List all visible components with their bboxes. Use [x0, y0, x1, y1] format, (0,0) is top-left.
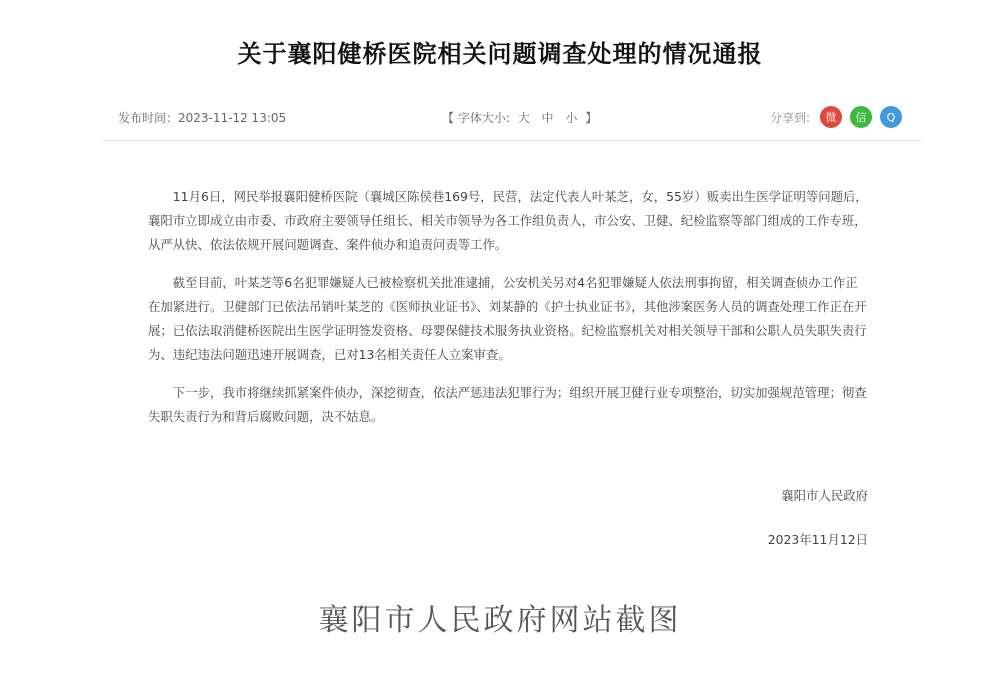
paragraph: 下一步，我市将继续抓紧案件侦办，深挖彻查，依法严惩违法犯罪行为；组织开展卫健行业专项整治，切实加强规范管理；彻查失职失责行为和背后腐败问题，决不姑息。 — [148, 385, 867, 424]
sign-date: 2023年11月12日 — [767, 532, 868, 547]
article-body — [148, 185, 868, 443]
paragraph: 截至目前，叶某芝等6名犯罪嫌疑人已被检察机关批准逮捕，公安机关另对4名犯罪嫌疑人依法刑事拘留，相关调查侦办工作正在加紧进行。卫健部门已依法吊销叶某芝的《医师执业证书》、刘某静的《护士执业证书》，其他涉案医务人员的调查处理工作正在开展；已依法取消健桥医院出生医学证明签发资格、母婴保健技术服务执业资格。纪检监察机关对相关领导干部和公职人员失职失责行为、违纪违法问题迅速开展调查，已对13名相关责任人立案审查。 — [148, 275, 867, 362]
font-size-medium[interactable]: 中 — [541, 111, 554, 125]
font-size-large[interactable]: 大 — [517, 111, 530, 125]
font-size-small[interactable]: 小 — [565, 111, 578, 125]
paragraph: 11月6日，网民举报襄阳健桥医院（襄城区陈侯巷169号，民营，法定代表人叶某芝，女，55岁）贩卖出生医学证明等问题后，襄阳市立即成立由市委、市政府主要领导任组长、相关市领导为各工作组负责人，市公安、卫健、纪检监察等部门组成的工作专班，从严从快、依法依规开展问题调查、案件侦办和追责问责等工作。 — [148, 189, 868, 252]
image-caption: 襄阳市人民政府网站截图 — [318, 603, 682, 638]
weibo-icon[interactable]: 微 — [820, 106, 842, 128]
share-label: 分享到: — [769, 110, 810, 125]
font-size-prefix: 【 字体大小: — [442, 111, 510, 125]
signature: 襄阳市人民政府 — [781, 488, 868, 503]
wechat-icon[interactable]: 信 — [850, 106, 872, 128]
font-size-suffix: 】 — [585, 111, 598, 125]
font-size-control — [442, 109, 597, 126]
publish-time: 发布时间：2023-11-12 13:05 — [118, 111, 287, 125]
qzone-icon[interactable]: Q — [880, 106, 902, 128]
page-title: 关于襄阳健桥医院相关问题调查处理的情况通报 — [237, 40, 763, 68]
share-bar — [770, 104, 902, 130]
divider — [102, 140, 922, 141]
meta-bar — [102, 104, 922, 130]
